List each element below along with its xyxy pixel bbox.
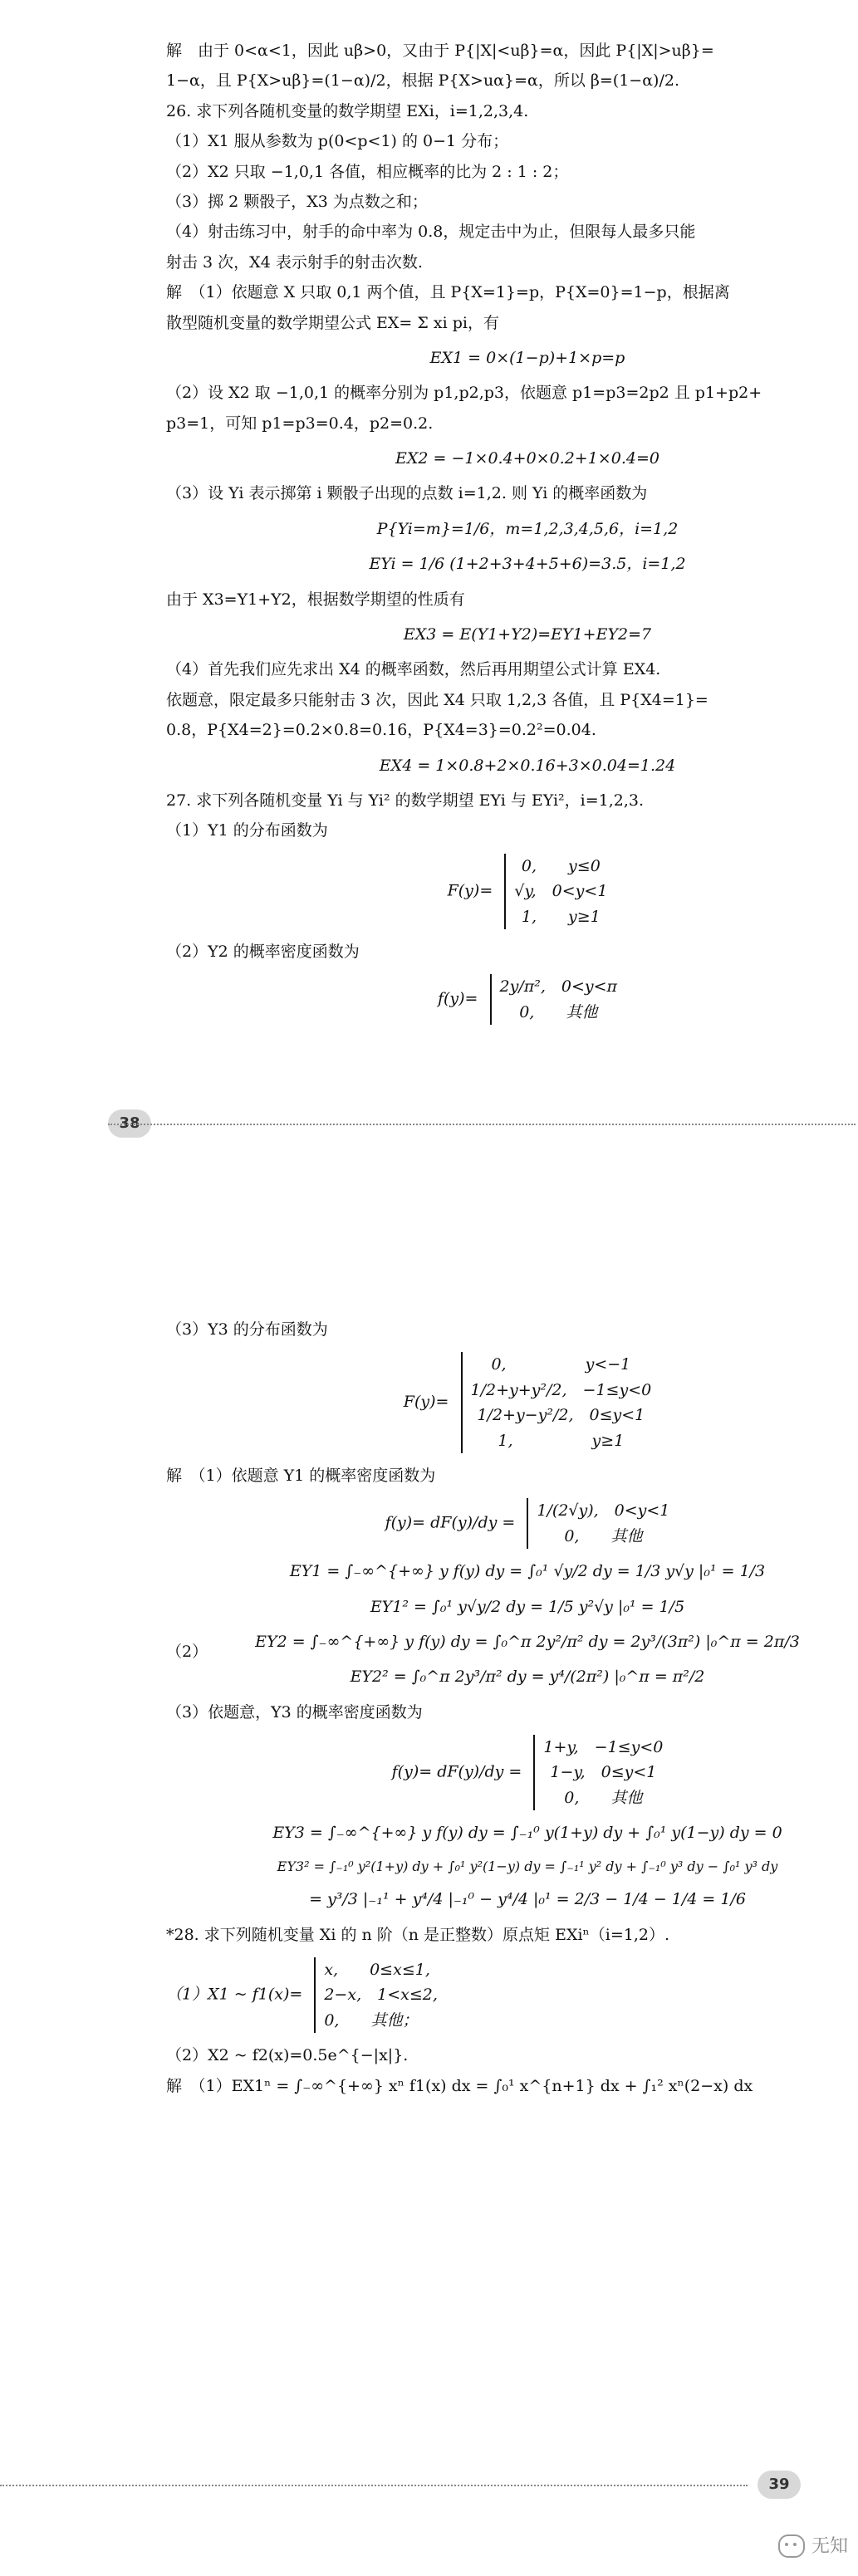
text-line: （2）X2 ~ f2(x)=0.5e^{−|x|}. <box>166 2046 409 2065</box>
equation: EX2 = −1×0.4+0×0.2+1×0.4=0 <box>395 449 659 468</box>
case: 1−y, 0≤y<1 <box>550 1763 657 1782</box>
piecewise-f3 <box>166 1735 858 1810</box>
footer-divider <box>0 2485 748 2486</box>
text-line: 0.8，P{X4=2}=0.2×0.8=0.16，P{X4=3}=0.2²=0.04. <box>166 721 596 740</box>
piecewise-cases <box>461 1352 652 1453</box>
watermark <box>778 2532 848 2561</box>
text-line: p3=1，可知 p1=p3=0.4，p2=0.2. <box>166 414 434 433</box>
piecewise-cases <box>314 1957 438 2033</box>
equation: EX4 = 1×0.8+2×0.16+3×0.04=1.24 <box>379 756 676 775</box>
text-line: （2）X2 只取 −1,0,1 各值，相应概率的比为 2 : 1 : 2； <box>166 162 569 181</box>
equation: EY2² = ∫₀^π 2y³/π² dy = y⁴/(2π²) |₀^π = π²/2 <box>350 1668 705 1687</box>
text-line: （3）设 Yi 表示掷第 i 颗骰子出现的点数 i=1,2. 则 Yi 的概率函数为 <box>166 484 648 503</box>
piecewise-lhs: f(y)= dF(y)/dy = <box>391 1762 522 1781</box>
piecewise-F3 <box>166 1352 858 1453</box>
piecewise-f2 <box>166 974 858 1025</box>
equation: P{Yi=m}=1/6，m=1,2,3,4,5,6，i=1,2 <box>376 519 679 538</box>
wechat-icon <box>778 2534 805 2558</box>
text-line: 散型随机变量的数学期望公式 EX= Σ xi pi，有 <box>166 313 499 332</box>
text-line: 1−α，且 P{X>uβ}=(1−α)/2，根据 P{X>uα}=α，所以 β=(1−α)/2. <box>166 71 679 91</box>
solution-27: 解 （1）依题意 Y1 的概率密度函数为 <box>166 1466 436 1485</box>
solution-28: 解 （1）EX1ⁿ = ∫₋∞^{+∞} xⁿ f1(x) dx = ∫₀¹ x^{n+1} dx + ∫₁² xⁿ(2−x) dx <box>166 2076 753 2095</box>
equation: EY1² = ∫₀¹ y√y/2 dy = 1/5 y²√y |₀¹ = 1/5 <box>370 1597 685 1616</box>
equation: = y³/3 |₋₁¹ + y⁴/4 |₋₁⁰ − y⁴/4 |₀¹ = 2/3 − 1/4 − 1/4 = 1/6 <box>309 1890 746 1909</box>
piecewise-cases <box>527 1498 669 1549</box>
case: 2−x, 1<x≤2, <box>324 1986 438 2005</box>
piecewise-cases <box>490 974 618 1025</box>
page-number-badge: 39 <box>757 2471 801 2499</box>
case: 2y/π², 0<y<π <box>499 977 618 997</box>
equation: EX1 = 0×(1−p)+1×p=p <box>429 348 625 367</box>
text-line: （1）Y1 的分布函数为 <box>166 821 328 840</box>
case: 0, y≤0 <box>521 856 601 875</box>
part-label: （2） <box>166 1642 208 1661</box>
case: 1, y≥1 <box>498 1431 625 1450</box>
text-line: （3）掷 2 颗骰子，X3 为点数之和； <box>166 192 428 211</box>
case: 1/(2√y), 0<y<1 <box>537 1501 670 1521</box>
text-line: 依题意，限定最多只能射击 3 次，因此 X4 只取 1,2,3 各值，且 P{X4=1}= <box>166 690 708 709</box>
piecewise-f1 <box>166 1498 858 1549</box>
footer-divider <box>108 1124 856 1125</box>
equation: EX3 = E(Y1+Y2)=EY1+EY2=7 <box>403 625 652 644</box>
piecewise-cases <box>504 854 607 929</box>
text-line: （1）X1 服从参数为 p(0<p<1) 的 0−1 分布； <box>166 132 509 151</box>
piecewise-F1 <box>166 854 858 929</box>
text-line: 由于 X3=Y1+Y2，根据数学期望的性质有 <box>166 590 465 609</box>
piecewise-lhs: F(y)= <box>403 1393 449 1412</box>
case: 1, y≥1 <box>521 907 601 926</box>
equation: EYi = 1/6 (1+2+3+4+5+6)=3.5，i=1,2 <box>369 555 686 574</box>
page-39 <box>0 1271 858 2576</box>
case: 1+y, −1≤y<0 <box>543 1738 664 1757</box>
text-line: （3）依题意，Y3 的概率密度函数为 <box>166 1702 423 1721</box>
page-39-text <box>166 1312 858 2103</box>
case: 0, 其他 <box>519 1002 598 1021</box>
case: √y, 0<y<1 <box>514 882 608 901</box>
text-line: （4）射击练习中，射手的命中率为 0.8，规定击中为止，但限每人最多只能 <box>166 223 696 242</box>
text-line: 射击 3 次，X4 表示射手的射击次数. <box>166 252 423 272</box>
text-line: （2）设 X2 取 −1,0,1 的概率分别为 p1,p2,p3，依题意 p1=p3=2p2 且 p1+p2+ <box>166 384 762 403</box>
problem-26-title: 26. 求下列各随机变量的数学期望 EXi，i=1,2,3,4. <box>166 101 529 120</box>
case: 0, y<−1 <box>491 1355 631 1374</box>
solution-26: 解 （1）依题意 X 只取 0,1 两个值，且 P{X=1}=p，P{X=0}=1−p，根据离 <box>166 283 730 302</box>
equation: EY1 = ∫₋∞^{+∞} y f(y) dy = ∫₀¹ √y/2 dy = 1/3 y√y |₀¹ = 1/3 <box>289 1562 766 1581</box>
text-line: （3）Y3 的分布函数为 <box>166 1320 328 1339</box>
page-38 <box>0 0 858 1271</box>
equation: EY3² = ∫₋₁⁰ y²(1+y) dy + ∫₀¹ y²(1−y) dy = ∫₋₁¹ y² dy + ∫₋₁⁰ y³ dy − ∫₀¹ y³ dy <box>277 1858 778 1874</box>
piecewise-lhs: F(y)= <box>447 881 493 900</box>
text-line: （4）首先我们应先求出 X4 的概率函数，然后再用期望公式计算 EX4. <box>166 660 661 679</box>
case: 1/2+y+y²/2, −1≤y<0 <box>470 1380 652 1399</box>
text-line: （2）Y2 的概率密度函数为 <box>166 942 360 961</box>
equation: EY3 = ∫₋∞^{+∞} y f(y) dy = ∫₋₁⁰ y(1+y) dy + ∫₀¹ y(1−y) dy = 0 <box>272 1824 782 1843</box>
watermark-text: 无知 <box>811 2535 848 2557</box>
case: 0, 其他 <box>564 1788 643 1807</box>
part-2-block <box>166 1629 858 1690</box>
piecewise-lhs: f(y)= <box>437 989 478 1008</box>
problem-28-title: *28. 求下列随机变量 Xi 的 n 阶（n 是正整数）原点矩 EXiⁿ（i=1,2）. <box>166 1925 670 1944</box>
piecewise-lhs: （1）X1 ~ f1(x)= <box>166 1985 303 2004</box>
problem-27-title: 27. 求下列各随机变量 Yi 与 Yi² 的数学期望 EYi 与 EYi²，i=1,2,3. <box>166 791 645 810</box>
case: 1/2+y−y²/2, 0≤y<1 <box>477 1406 645 1425</box>
case: 0, 其他； <box>324 2010 419 2030</box>
page-number-badge: 38 <box>108 1109 151 1138</box>
piecewise-lhs: f(y)= dF(y)/dy = <box>385 1513 516 1532</box>
case: x, 0≤x≤1, <box>324 1961 430 1980</box>
piecewise-q28-1 <box>166 1957 858 2033</box>
case: 0, 其他 <box>564 1526 643 1545</box>
text-line: 解 由于 0<α<1，因此 uβ>0，又由于 P{|X|<uβ}=α，因此 P{|X|>uβ}= <box>166 42 714 60</box>
piecewise-cases <box>533 1735 663 1810</box>
page-38-text <box>166 33 858 1035</box>
equation: EY2 = ∫₋∞^{+∞} y f(y) dy = ∫₀^π 2y²/π² dy = 2y³/(3π²) |₀^π = 2π/3 <box>255 1632 800 1651</box>
